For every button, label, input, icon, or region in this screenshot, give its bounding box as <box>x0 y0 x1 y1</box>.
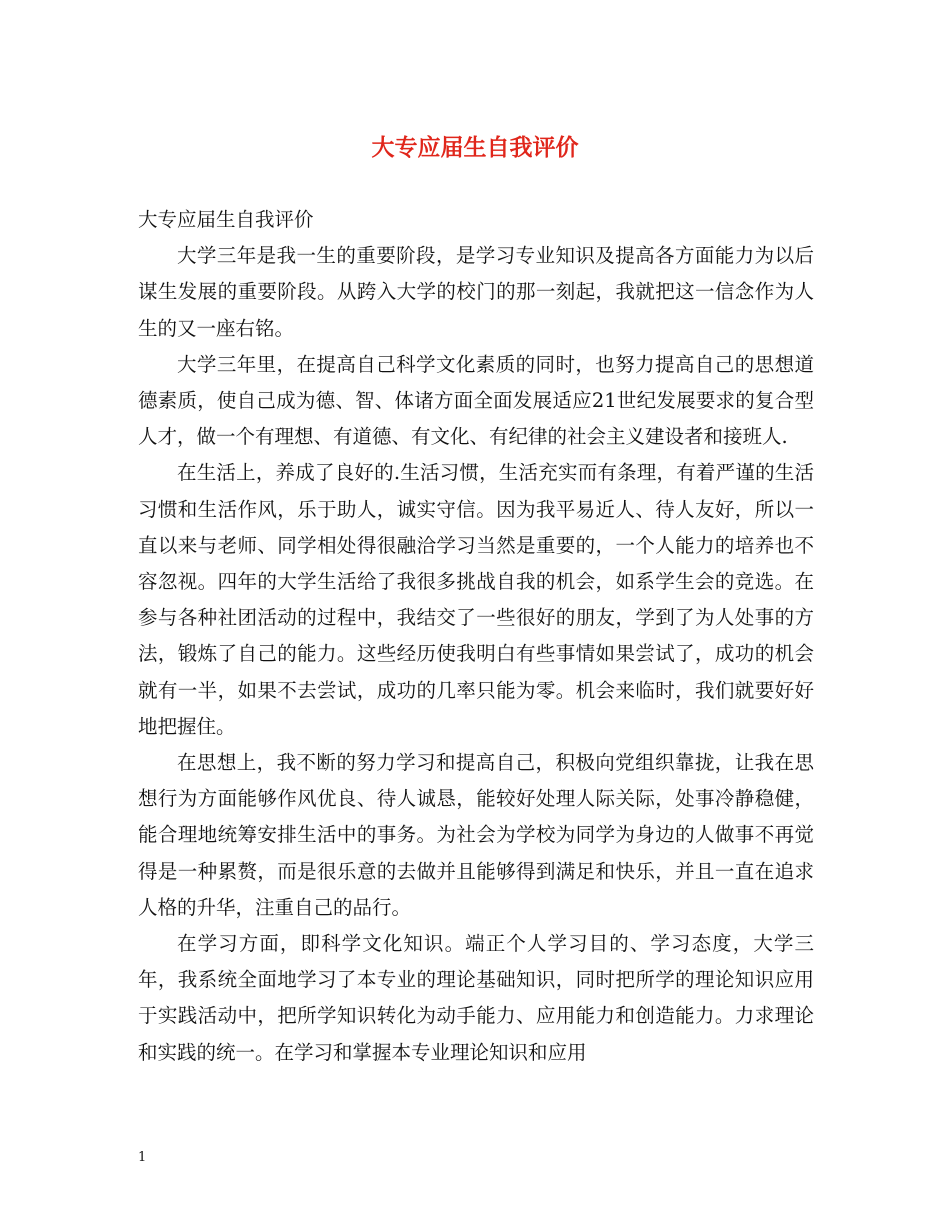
document-subtitle: 大专应届生自我评价 <box>138 208 314 231</box>
paragraph: 在生活上，养成了良好的.生活习惯，生活充实而有条理，有着严谨的生活习惯和生活作风，乐于助人，诚实守信。因为我平易近人、待人友好，所以一直以来与老师、同学相处得很融洽学习当然是重要的，一个人能力的培养也不容忽视。四年的大学生活给了我很多挑战自我的机会，如系学生会的竞选。在参与各种社团活动的过程中，我结交了一些很好的朋友，学到了为人处事的方法，锻炼了自己的能力。这些经历使我明白有些事情如果尝试了，成功的机会就有一半，如果不去尝试，成功的几率只能为零。机会来临时，我们就要好好地把握住。 <box>138 461 814 738</box>
page-number: 1 <box>138 1150 147 1165</box>
paragraph: 在思想上，我不断的努力学习和提高自己，积极向党组织靠拢，让我在思想行为方面能够作风优良、待人诚恳，能较好处理人际关际，处事冷静稳健，能合理地统筹安排生活中的事务。为社会为学校为同学为身边的人做事不再觉得是一种累赘，而是很乐意的去做并且能够得到满足和快乐，并且一直在追求人格的升华，注重自己的品行。 <box>138 751 814 919</box>
paragraph: 大学三年是我一生的重要阶段，是学习专业知识及提高各方面能力为以后谋生发展的重要阶段。从跨入大学的校门的那一刻起，我就把这一信念作为人生的又一座右铭。 <box>138 244 814 340</box>
paragraph: 在学习方面，即科学文化知识。端正个人学习目的、学习态度，大学三年，我系统全面地学习了本专业的理论基础知识，同时把所学的理论知识应用于实践活动中，把所学知识转化为动手能力、应用能力和创造能力。力求理论和实践的统一。在学习和掌握本专业理论知识和应用 <box>138 932 814 1064</box>
document-title: 大专应届生自我评价 <box>371 134 579 161</box>
document-body <box>138 202 814 1071</box>
paragraph: 大学三年里，在提高自己科学文化素质的同时，也努力提高自己的思想道德素质，使自己成为德、智、体诸方面全面发展适应21世纪发展要求的复合型人才，做一个有理想、有道德、有文化、有纪律的社会主义建设者和接班人. <box>138 352 814 449</box>
